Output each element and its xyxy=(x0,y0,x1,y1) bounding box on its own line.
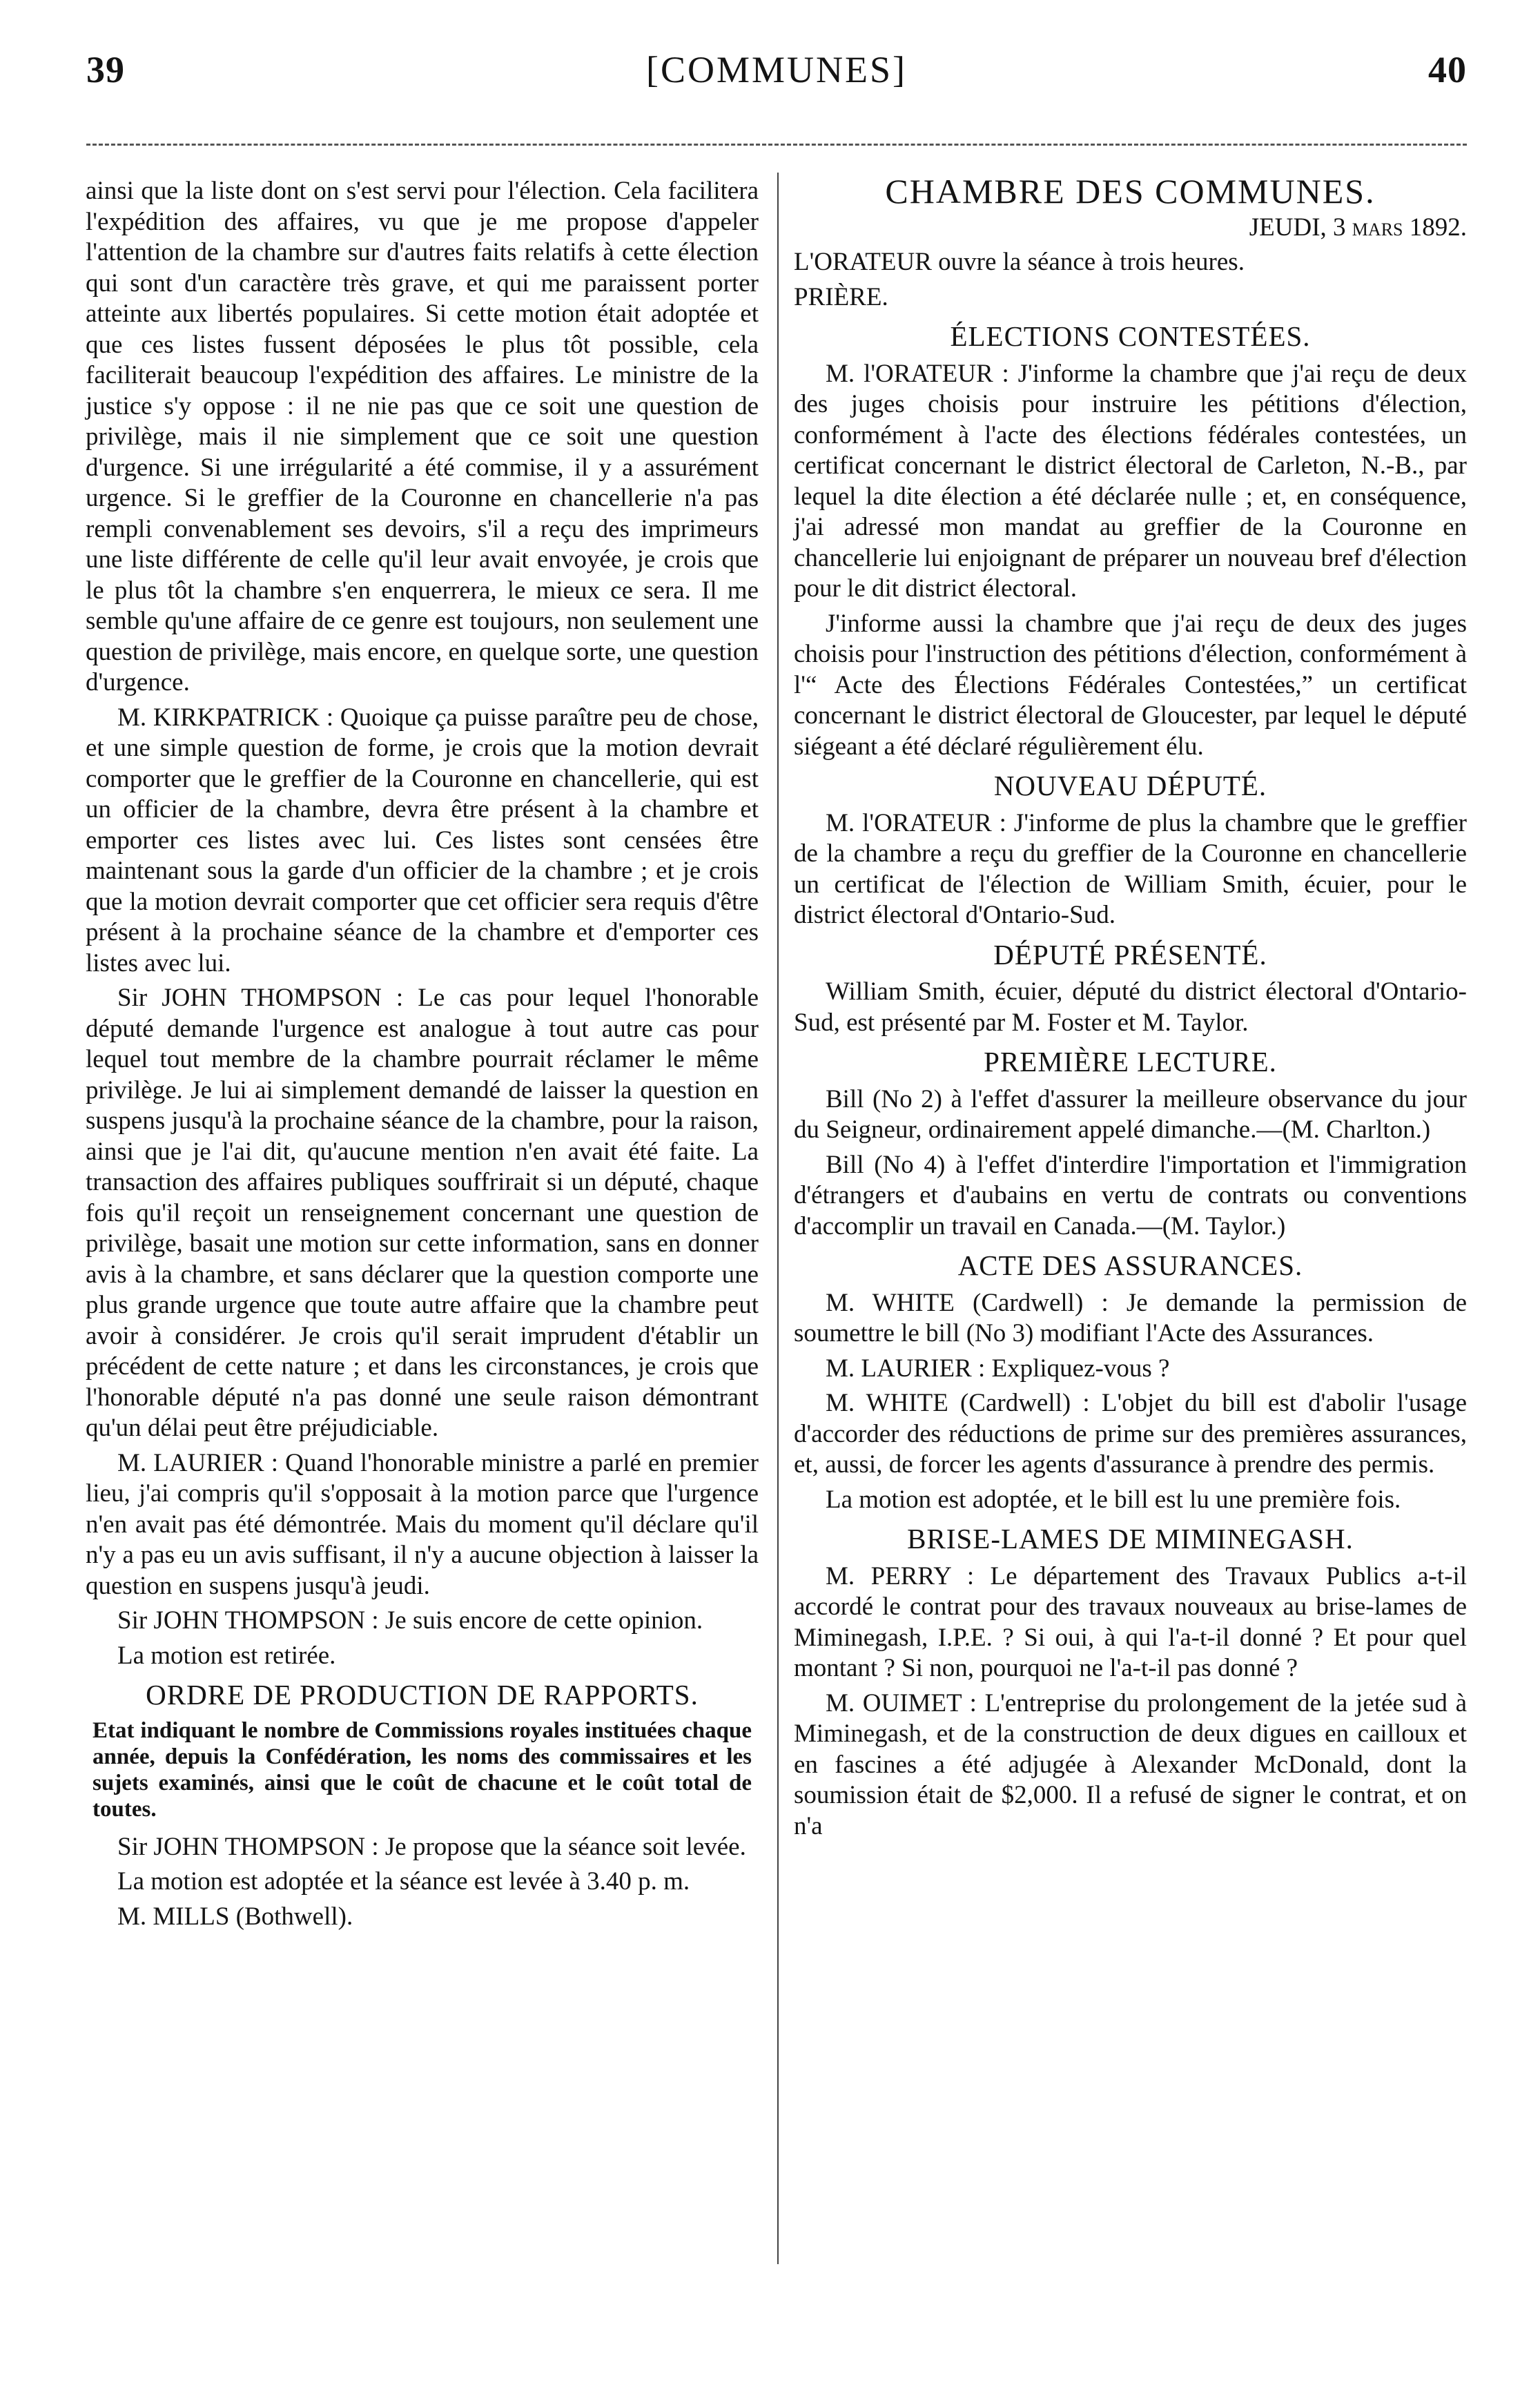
section-heading: DÉPUTÉ PRÉSENTÉ. xyxy=(993,938,1267,971)
paragraph xyxy=(794,247,1467,278)
chamber-title: CHAMBRE DES COMMUNES. xyxy=(885,172,1376,211)
order-description: Etat indiquant le nombre de Commissions royales instituées chaque année, depuis la Confédération, les noms des commissaires et les sujets examinés, ainsi que le coût de chacune et le coût total de toutes. xyxy=(92,1717,752,1822)
header-rule xyxy=(86,144,1467,146)
speech-text: J'informe la chambre que j'ai reçu de deux des juges choisis pour instruire les pétitions d'élection, conformément à l'acte des élections fédérales contestées, un certificat concernant le district électoral de Carleton, N.-B., par lequel la dite élection a été déclarée nulle ; et, en conséquence, j'ai adressé mon mandat au greffier de la Couronne en chancellerie lui enjoignant de préparer un nouveau bref d'élection pour le dit district électoral. xyxy=(794,359,1467,603)
section-heading: PREMIÈRE LECTURE. xyxy=(984,1046,1277,1078)
speaker-name: Sir JOHN THOMPSON : xyxy=(117,1832,379,1861)
paragraph: Bill (No 4) à l'effet d'interdire l'importation et l'immigration d'étrangers et d'aubains en vertu de contrats ou conventions d'accomplir un travail en Canada.—(M. Taylor.) xyxy=(794,1150,1467,1240)
sitting-date: JEUDI, 3 mars 1892. xyxy=(1249,213,1467,242)
speech-text: Je propose que la séance soit levée. xyxy=(378,1832,746,1861)
speaker-name: M. PERRY : xyxy=(826,1561,975,1590)
page-number-right: 40 xyxy=(1428,49,1467,90)
speaker-name: M. LAURIER : xyxy=(826,1354,986,1383)
right-column xyxy=(794,172,1467,1846)
speaker-name: L'ORATEUR xyxy=(794,248,932,276)
page-number-left: 39 xyxy=(86,49,125,90)
prayer-label: PRIÈRE. xyxy=(794,282,888,311)
speech-text: J'informe de plus la chambre que le greffier de la chambre a reçu du greffier de la Couronne en chancellerie un certificat de l'élection de William Smith, écuier, pour le district électoral d'Ontario-Sud. xyxy=(794,808,1467,929)
speaker-name: M. WHITE (Cardwell) : xyxy=(826,1288,1109,1317)
paragraph: M. MILLS (Bothwell). xyxy=(117,1902,353,1931)
speaker-name: M. KIRKPATRICK : xyxy=(117,703,334,732)
speech-text: Je demande la permission de soumettre le bill (No 3) modifiant l'Acte des Assurances. xyxy=(794,1288,1467,1347)
paragraph: J'informe aussi la chambre que j'ai reçu de deux des juges choisis pour l'instruction des pétitions d'élection, conformément à l'“ Acte des Élections Fédérales Contestées,” un certificat concernant le district électoral de Gloucester, par lequel le député siégeant a été déclaré régulièrement élu. xyxy=(794,609,1467,761)
speaker-name: Sir JOHN THOMPSON : xyxy=(117,1606,379,1635)
section-heading: ORDRE DE PRODUCTION DE RAPPORTS. xyxy=(146,1679,699,1711)
paragraph: La motion est adoptée et la séance est levée à 3.40 p. m. xyxy=(117,1867,690,1896)
paragraph xyxy=(794,359,1467,605)
paragraph xyxy=(794,1561,1467,1684)
speech-text: L'objet du bill est d'abolir l'usage d'accorder des réductions de prime sur des premières assurances, et, aussi, de forcer les agents d'assurance à prendre des permis. xyxy=(794,1389,1467,1479)
speech-text: Expliquez-vous ? xyxy=(985,1354,1170,1383)
paragraph xyxy=(86,1448,759,1602)
left-column xyxy=(86,176,759,1936)
speaker-name: M. l'ORATEUR : xyxy=(826,808,1006,837)
paragraph: La motion est retirée. xyxy=(117,1641,336,1670)
speech-text: Le cas pour lequel l'honorable député demande l'urgence est analogue à tout autre cas pour lequel tout membre de la chambre pourrait réclamer le même privilège. Je lui ai simplement demandé de laisser la question en suspens jusqu'à la prochaine séance de la chambre, pour la raison, ainsi que je l'ai dit, qu'aucune mention n'en avait été faite. La transaction des affaires publiques souffrirait si un député, chaque fois qu'il reçoit un renseignement concernant une question de privilège, basait une motion sur cette information, sans en donner avis à la chambre, et sans déclarer que la question comporte une plus grande urgence que toute autre affaire que la chambre peut avoir à considérer. Je crois qu'il serait imprudent d'établir un précédent de cette nature ; et dans les circonstances, je crois que l'honorable député n'a pas donné une seule raison démontrant qu'un délai peut être préjudiciable. xyxy=(86,984,759,1442)
section-heading: ÉLECTIONS CONTESTÉES. xyxy=(950,320,1311,352)
running-title: [COMMUNES] xyxy=(645,49,908,90)
speech-text: Je suis encore de cette opinion. xyxy=(378,1606,703,1635)
speaker-name: M. l'ORATEUR : xyxy=(826,359,1009,388)
speech-text: Quoique ça puisse paraître peu de chose, et une simple question de forme, je crois que la motion devrait comporter que le greffier de la Couronne en chancellerie, qui est un officier de la chambre, devra être présent à la chambre et emporter ces listes avec lui. Ces listes sont censées être maintenant sous la garde d'un officier de la chambre ; et je crois que la motion devrait comporter que cet officier sera requis d'être présent à la prochaine séance de la chambre et d'emporter ces listes avec lui. xyxy=(86,703,759,977)
section-heading: BRISE-LAMES DE MIMINEGASH. xyxy=(907,1523,1354,1555)
speaker-name: Sir JOHN THOMPSON : xyxy=(117,984,404,1012)
paragraph xyxy=(86,703,759,980)
paragraph: Bill (No 2) à l'effet d'assurer la meilleure observance du jour du Seigneur, ordinairement appelé dimanche.—(M. Charlton.) xyxy=(794,1084,1467,1144)
paragraph xyxy=(86,1832,759,1863)
paragraph xyxy=(86,983,759,1444)
speech-text: Le département des Travaux Publics a-t-il accordé le contrat pour des travaux nouveaux au brise-lames de Miminegash, I.P.E. ? Si oui, à qui l'a-t-il donné ? Et pour quel montant ? Si non, pourquoi ne l'a-t-il pas donné ? xyxy=(794,1561,1467,1682)
speaker-name: M. LAURIER : xyxy=(117,1448,278,1477)
speech-text: ouvre la séance à trois heures. xyxy=(931,248,1245,276)
speech-text: L'entreprise du prolongement de la jetée sud à Miminegash, et de la construction de deux digues en cailloux et en fascines a été adjugée à Alexander McDonald, dont la soumission était de $2,000. Il a refusé de signer le contrat, et on n'a xyxy=(794,1688,1467,1840)
paragraph xyxy=(794,1388,1467,1481)
paragraph: La motion est adoptée, et le bill est lu une première fois. xyxy=(826,1485,1401,1514)
paragraph xyxy=(86,1606,759,1637)
paragraph xyxy=(794,1288,1467,1350)
paragraph xyxy=(794,1688,1467,1842)
paragraph xyxy=(794,1354,1467,1385)
speech-text: Quand l'honorable ministre a parlé en premier lieu, j'ai compris qu'il s'opposait à la motion parce que l'urgence n'en avait pas été démontrée. Mais du moment qu'il déclare qu'il n'y a pas eu un avis suffisant, il n'y a aucune objection à laisser la question en suspens jusqu'à jeudi. xyxy=(86,1448,759,1600)
section-heading: ACTE DES ASSURANCES. xyxy=(957,1249,1303,1281)
paragraph xyxy=(794,808,1467,931)
section-heading: NOUVEAU DÉPUTÉ. xyxy=(993,770,1267,801)
page-header xyxy=(86,48,1467,104)
speaker-name: M. OUIMET : xyxy=(826,1688,977,1717)
column-divider xyxy=(777,173,779,2264)
speaker-name: M. WHITE (Cardwell) : xyxy=(826,1389,1090,1417)
paragraph: William Smith, écuier, député du district électoral d'Ontario-Sud, est présenté par M. Foster et M. Taylor. xyxy=(794,977,1467,1037)
paragraph: ainsi que la liste dont on s'est servi pour l'élection. Cela facilitera l'expédition des affaires, vu que je me propose d'appeler l'attention de la chambre sur d'autres faits relatifs à cette élection qui sont d'un caractère très grave, et qui me paraissent porter atteinte aux libertés populaires. Si cette motion était adoptée et que ces listes fussent déposées le plus tôt possible, cela faciliterait beaucoup l'expédition des affaires. Le ministre de la justice s'y oppose : il ne nie pas que ce soit une question de privilège, mais il nie simplement que ce soit une question d'urgence. Si une irrégularité a été commise, il y a assurément urgence. Si le greffier de la Couronne en chancellerie n'a pas rempli convenablement ses devoirs, s'il a reçu des imprimeurs une liste différente de celle qu'il leur avait envoyée, je crois que le plus tôt la chambre s'en enquerrera, le mieux ce sera. Il me semble qu'une affaire de ce genre est toujours, non seulement une question de privilège, mais encore, en quelque sorte, une question d'urgence. xyxy=(86,177,759,697)
